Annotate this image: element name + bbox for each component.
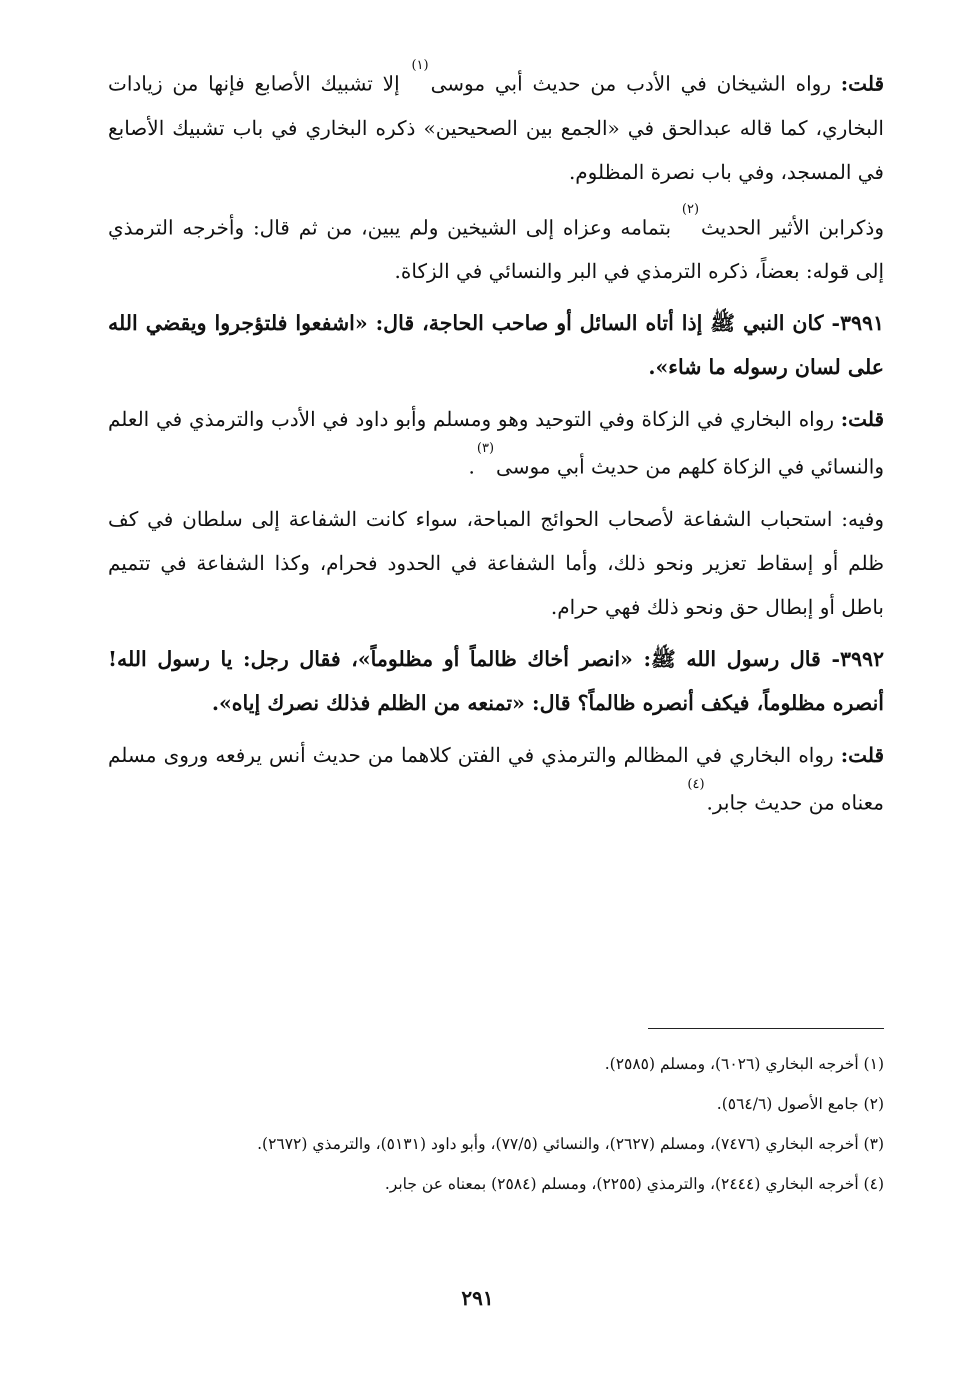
footnote-4: (٤) أخرجه البخاري (٢٤٤٤)، والترمذي (٢٢٥٥)، ومسلم (٢٥٨٤) بمعناه عن جابر. [384,1175,884,1193]
page-number: ٢٩١ [461,1286,494,1310]
paragraph-1 [108,58,884,194]
paragraph-2 [108,202,884,294]
footnote-1: (١) أخرجه البخاري (٦٠٢٦)، ومسلم (٢٥٨٥). [604,1055,884,1073]
paragraph-text: رواه البخاري في المظالم والترمذي في الفتن كلاهما من حديث أنس يرفعه وروى مسلم معناه من حديث جابر. [108,742,884,815]
footnote-2: (٢) جامع الأصول (٥٦٤/٦). [716,1095,884,1113]
lead-word: قلت: [840,71,884,96]
lead-word: قلت: [840,742,884,767]
footnote-ref-3[interactable]: (٣) [476,441,495,457]
paragraph-5 [108,497,884,629]
paragraph-text: وفيه: استحباب الشفاعة لأصحاب الحوائج المباحة، سواء كانت الشفاعة إلى سلطان في كف ظلم أو إسقاط تعزير ونحو ذلك، وأما الشفاعة في الحدود فحرام، وكذا الشفاعة في تتميم باطل أو إبطال حق ونحو ذلك فهي حرام. [108,506,884,619]
footnote-3: (٣) أخرجه البخاري (٧٤٧٦)، ومسلم (٢٦٢٧)، والنسائي (٧٧/٥)، وأبو داود (٥١٣١)، والترمذي (٢٦٧٢). [257,1135,884,1153]
footnote-ref-4[interactable]: (٤) [687,776,705,792]
paragraph-text: بتمامه وعزاه إلى الشيخين ولم يبين، من ثم قال: وأخرجه الترمذي إلى قوله: بعضاً، ذكره الترمذي في البر والنسائي في الزكاة. [108,215,884,284]
footnote-separator [648,1028,884,1029]
hadith-3992 [108,637,884,725]
footnote-ref-1[interactable]: (١) [411,58,429,73]
hadith-text: كان النبي ﷺ إذا أتاه السائل أو صاحب الحاجة، قال: «اشفعوا فلتؤجروا ويقضي الله على لسان رسوله ما شاء». [108,311,884,380]
paragraph-text: رواه الشيخان في الأدب من حديث أبي موسى [430,71,841,96]
paragraph-text: رواه البخاري في الزكاة وفي التوحيد وهو ومسلم وأبو داود في الأدب والترمذي في العلم والنسائي في الزكاة كلهم من حديث أبي موسى [108,407,884,479]
main-text [108,58,884,833]
lead-word: قلت: [840,407,884,432]
footnotes [108,1044,884,1204]
hadith-number: ٣٩٩٢- [831,646,884,671]
paragraph-7 [108,733,884,825]
hadith-3991 [108,301,884,389]
paragraph-4 [108,397,884,489]
footnote-ref-2[interactable]: (٢) [681,201,700,217]
hadith-text: قال رسول الله ﷺ: «انصر أخاك ظالماً أو مظلوماً»، فقال رجل: يا رسول الله! أنصره مظلوماً، فيكف أنصره ظالماً؟ قال: «تمنعه من الظلم فذلك نصرك إياه». [108,646,884,715]
paragraph-text: وذكرابن الأثير الحديث [701,215,884,240]
paragraph-text: إلا تشبيك الأصابع فإنها من زيادات البخاري، كما قاله عبدالحق في «الجمع بين الصحيحين» ذكره البخاري في باب تشبيك الأصابع في المسجد، وفي باب نصرة المظلوم. [108,71,884,184]
hadith-number: ٣٩٩١- [831,311,884,336]
paragraph-text: . [468,454,475,479]
